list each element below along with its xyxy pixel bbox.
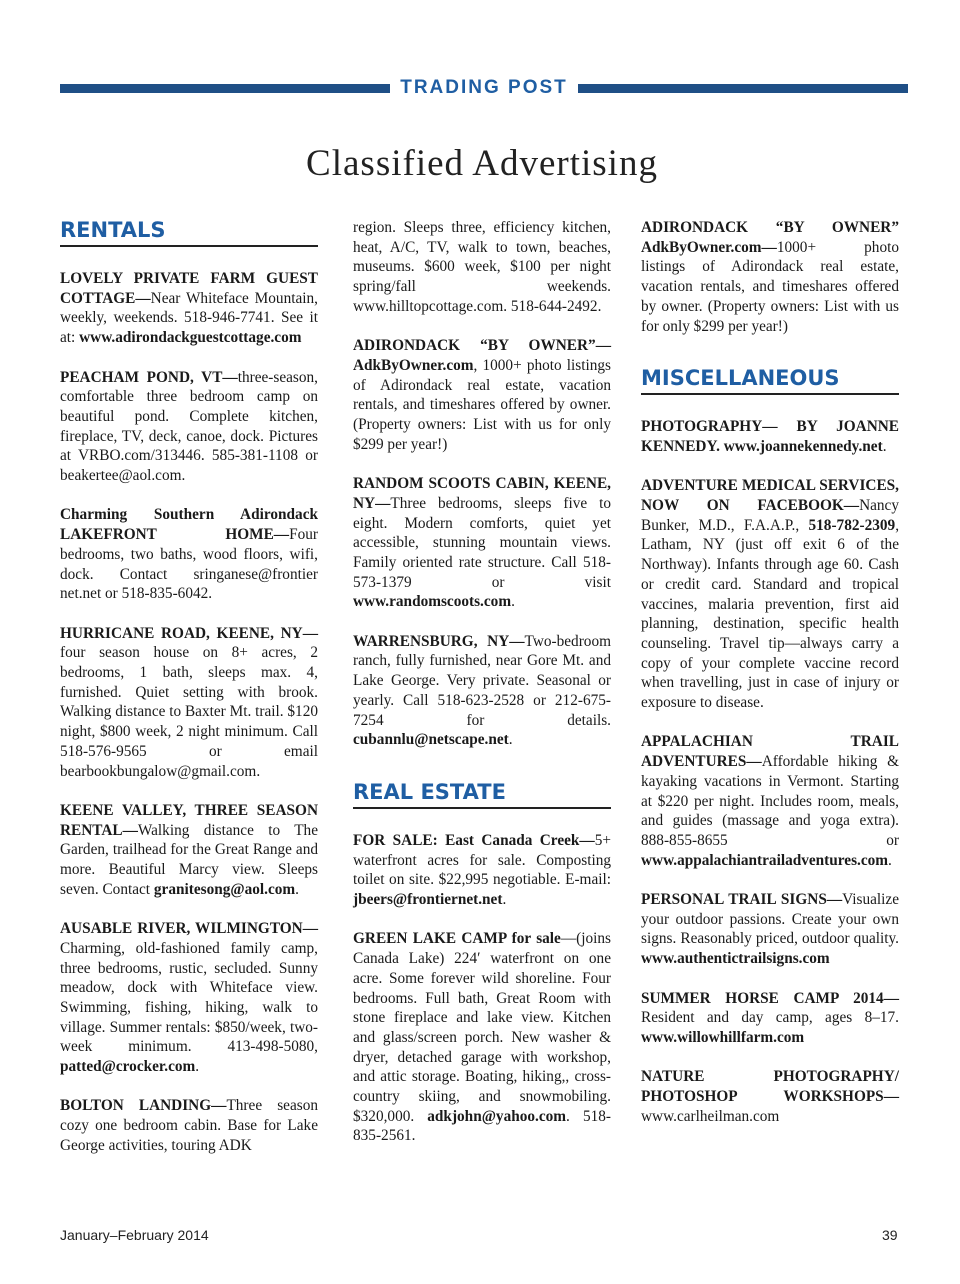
ad-body-tail: . bbox=[511, 593, 515, 611]
ad-body: region. Sleeps three, efficiency kitchen, heat, A/C, TV, walk to town, beaches, museums. $600 week, $100 per night spring/fall weekends. www.hilltopcottage.com. 518-644-2492. bbox=[353, 219, 611, 315]
ad-headline: GREEN LAKE CAMP for sale bbox=[353, 930, 561, 948]
page-number: 39 bbox=[882, 1227, 898, 1243]
ad-headline: KEENE VALLEY, THREE SEASON RENTAL— bbox=[60, 801, 318, 839]
column-2 bbox=[353, 218, 611, 1166]
classified-ad bbox=[353, 929, 611, 1146]
classified-ad bbox=[353, 336, 611, 454]
ad-body-tail: , Latham, NY (just off exit 6 of the Northway). Infants through age 60. Cash or credit card. Standard and tropical vaccines, malaria prevention, first aid planning, destination, specific health counseling. Travel tip—always carry a copy of your complete vaccine record when travelling, just in case of injury or exposure to disease. bbox=[641, 516, 900, 712]
classified-ad bbox=[641, 1067, 899, 1126]
classified-ad bbox=[353, 632, 611, 750]
ad-headline: NATURE PHOTOGRAPHY/ PHOTOSHOP WORKSHOPS— bbox=[641, 1068, 899, 1106]
ad-link[interactable]: www.appalachiantrailadventures.com bbox=[641, 851, 889, 869]
issue-date: January–February 2014 bbox=[60, 1227, 209, 1243]
ad-link[interactable]: www.willowhillfarm.com bbox=[641, 1028, 805, 1046]
classified-ad bbox=[60, 1096, 318, 1155]
classified-ad bbox=[60, 505, 318, 604]
classified-ad bbox=[641, 732, 899, 870]
classified-ad bbox=[641, 417, 899, 456]
classified-ad bbox=[353, 474, 611, 612]
section-heading-rentals: RENTALS bbox=[60, 218, 318, 247]
ad-body: Three season cozy one bedroom cabin. Base for Lake George activities, touring ADK bbox=[60, 1097, 318, 1154]
ad-body: four season house on 8+ acres, 2 bedrooms, 1 bath, sleeps max. 4, furnished. Quiet setting with brook. Walking distance to Baxter Mt. trail. $120 night, $800 week, 2 night minimum. Call 518-576-9565 or email bearbookbungalow@gmail.com. bbox=[60, 644, 318, 780]
ad-body: three-season, comfortable three bedroom camp on beautiful pond. Complete kitchen, fireplace, TV, deck, canoe, dock. Pictures at VRBO.com/313446. 585-381-1108 or beakertee@aol.com. bbox=[60, 368, 318, 485]
ad-headline: PEACHAM POND, VT— bbox=[60, 368, 238, 386]
classified-ad bbox=[641, 218, 899, 336]
page-title: Classified Advertising bbox=[306, 143, 658, 184]
section-heading-real-estate: REAL ESTATE bbox=[353, 780, 611, 809]
ad-body: Four bedrooms, two baths, wood floors, wifi, dock. Contact sringanese@frontier net.net or 518-835-6042. bbox=[60, 526, 318, 603]
ad-headline: HURRICANE ROAD, KEENE, NY— bbox=[60, 624, 318, 642]
ad-headline: LOVELY PRIVATE FARM GUEST COTTAGE— bbox=[60, 270, 318, 307]
ad-headline: FOR SALE: East Canada Creek— bbox=[353, 831, 595, 849]
ad-body: Nancy Bunker, M.D., F.A.A.P., bbox=[641, 497, 899, 534]
classified-ad bbox=[353, 218, 611, 317]
ad-body-tail: . bbox=[195, 1058, 200, 1076]
ad-body: 1000+ photo listings of Adirondack real estate, vacation rentals, and timeshares offered by owner. (Property owners: List with us for only $299 per year!) bbox=[641, 238, 899, 335]
ad-link[interactable]: www.randomscoots.com bbox=[353, 593, 512, 611]
header-rule-left bbox=[60, 84, 390, 93]
classified-ad bbox=[60, 624, 318, 782]
ad-link[interactable]: www.adirondackguestcottage.com bbox=[79, 329, 302, 347]
ad-body-tail: . bbox=[502, 891, 507, 909]
ad-body-tail: . 518-835-2561. bbox=[353, 1107, 611, 1145]
ad-headline: SUMMER HORSE CAMP 2014— bbox=[641, 989, 899, 1007]
classified-ad bbox=[641, 476, 899, 712]
ad-link[interactable]: granitesong@aol.com bbox=[153, 880, 296, 898]
ad-link[interactable]: cubannlu@netscape.net bbox=[353, 731, 509, 749]
ad-headline: WARRENSBURG, NY— bbox=[353, 632, 525, 650]
ad-body: —(joins Canada Lake) 224′ waterfront on one acre. Some forever wild shoreline. Four bedrooms. Full bath, Great Room with stone fireplace and lake view. Kitchen and glass/screen porch. New washer & dryer, detached garage with workshop, and attic storage. Boating, hiking,, cross-country skiing, and snowmobiling. $320,000. bbox=[353, 930, 611, 1125]
classified-ad bbox=[60, 368, 318, 486]
ad-headline: ADVENTURE MEDICAL SERVICES, NOW ON FACEBOOK— bbox=[641, 477, 899, 515]
column-3 bbox=[641, 218, 899, 1146]
classified-ad bbox=[353, 831, 611, 910]
ad-body: Near Whiteface Mountain, weekly, weekends. 518-946-7741. See it at: bbox=[60, 289, 318, 347]
ad-body: Resident and day camp, ages 8–17. bbox=[641, 1009, 899, 1027]
column-1 bbox=[60, 218, 318, 1175]
ad-headline: PHOTOGRAPHY— BY JOANNE KENNEDY. bbox=[641, 418, 899, 455]
ad-headline: ADIRONDACK “BY OWNER” AdkByOwner.com— bbox=[641, 219, 899, 256]
ad-body-tail: . bbox=[882, 437, 887, 455]
ad-body: 5+ waterfront acres for sale. Composting toilet on site. $22,995 negotiable. E-mail: bbox=[353, 831, 611, 889]
header-rule-right bbox=[578, 84, 908, 93]
ad-body: , 1000+ photo listings of Adirondack real estate, vacation rentals, and timeshares offered by owner. (Property owners: List with us for only $299 per year!) bbox=[353, 356, 611, 453]
section-title: TRADING POST bbox=[400, 77, 568, 98]
ad-link[interactable]: www.joannekennedy.net bbox=[723, 437, 883, 455]
ad-body-tail: . bbox=[888, 851, 892, 869]
ad-body-tail: . bbox=[295, 880, 299, 898]
classified-ad bbox=[641, 989, 899, 1048]
ad-body: Two-bedroom ranch, fully furnished, near Gore Mt. and Lake George. Very private. Seasonal or yearly. Call 518-623-2528 or 212-675-7254 for details. bbox=[353, 632, 611, 729]
classified-ad bbox=[60, 919, 318, 1077]
ad-headline: ADIRONDACK “BY OWNER”— AdkByOwner.com bbox=[353, 337, 611, 374]
classified-ad bbox=[60, 269, 318, 348]
ad-headline: Charming Southern Adirondack LAKEFRONT HOME— bbox=[60, 506, 318, 544]
section-heading-miscellaneous: MISCELLANEOUS bbox=[641, 366, 899, 395]
ad-link[interactable]: jbeers@frontiernet.net bbox=[353, 891, 503, 909]
ad-phone[interactable]: 518-782-2309 bbox=[808, 516, 896, 534]
ad-link[interactable]: adkjohn@yahoo.com bbox=[427, 1107, 567, 1125]
ad-body: www.carlheilman.com bbox=[641, 1107, 780, 1125]
ad-body: Affordable hiking & kayaking vacations in Vermont. Starting at $220 per night. Includes room, meals, and guides (massage and yoga extra). 888-855-8655 or bbox=[641, 753, 899, 849]
ad-body-tail: . bbox=[508, 731, 513, 749]
ad-link[interactable]: www.authentictrailsigns.com bbox=[641, 950, 830, 968]
ad-headline: AUSABLE RIVER, WILMINGTON— bbox=[60, 920, 318, 938]
classified-ad bbox=[641, 890, 899, 969]
ad-headline: BOLTON LANDING— bbox=[60, 1097, 227, 1115]
ad-body: Walking distance to The Garden, trailhead for the Great Range and more. Beautiful Marcy view. Sleeps seven. Contact bbox=[60, 821, 318, 898]
ad-body: Three bedrooms, sleeps five to eight. Modern comforts, quiet yet accessible, stunning mountain views. Family oriented rate structure. Call 518-573-1379 or visit bbox=[353, 494, 611, 591]
ad-headline: PERSONAL TRAIL SIGNS— bbox=[641, 891, 843, 909]
ad-link[interactable]: patted@crocker.com bbox=[60, 1058, 196, 1076]
classified-ad bbox=[60, 801, 318, 900]
ad-headline: RANDOM SCOOTS CABIN, KEENE, NY— bbox=[353, 475, 611, 512]
ad-body: Charming, old-fashioned family camp, three bedrooms, rustic, secluded. Sunny meadow, dock with Whiteface view. Swimming, fishing, hiking, walk to village. Summer rentals: $850/week, two-week minimum. 413-498-5080, bbox=[60, 939, 318, 1056]
ad-body: Visualize your outdoor passions. Create your own signs. Reasonably priced, outdoor quality. bbox=[641, 891, 899, 948]
ad-headline: APPALACHIAN TRAIL ADVENTURES— bbox=[641, 733, 899, 771]
